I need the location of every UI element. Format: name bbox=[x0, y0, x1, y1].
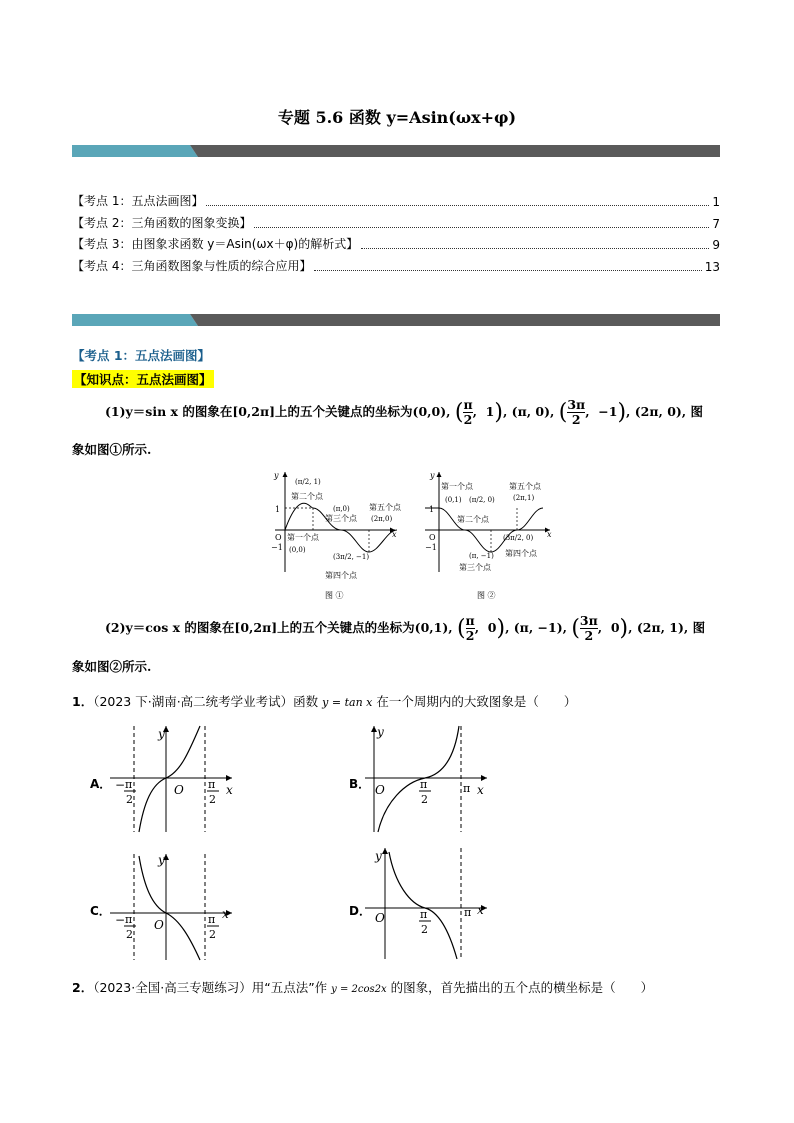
option-b-graph[interactable] bbox=[365, 722, 500, 837]
svg-text:(2π,0): (2π,0) bbox=[371, 515, 393, 523]
svg-text:O: O bbox=[375, 783, 385, 797]
svg-text:x: x bbox=[392, 530, 397, 539]
svg-text:O: O bbox=[154, 918, 164, 932]
svg-text:2: 2 bbox=[126, 793, 133, 806]
figure-1 bbox=[271, 471, 402, 600]
option-d-graph[interactable] bbox=[365, 844, 500, 964]
svg-text:图 ②: 图 ② bbox=[477, 591, 496, 600]
svg-text:第一个点: 第一个点 bbox=[441, 482, 473, 491]
option-d-label[interactable]: D． bbox=[349, 904, 371, 918]
svg-text:−1: −1 bbox=[425, 543, 437, 552]
svg-text:x: x bbox=[226, 783, 233, 797]
svg-text:2: 2 bbox=[421, 923, 428, 936]
toc-item-2[interactable]: 【考点 2：三角函数的图象变换】 7 bbox=[72, 216, 720, 231]
svg-text:O: O bbox=[375, 911, 385, 925]
svg-text:第五个点: 第五个点 bbox=[509, 482, 541, 491]
svg-text:2: 2 bbox=[209, 928, 216, 941]
svg-text:y: y bbox=[158, 853, 165, 867]
svg-text:(π/2, 0): (π/2, 0) bbox=[469, 496, 495, 504]
paragraph-cos: (2)y＝cos x 的图象在[0,2π]上的五个关键点的坐标为(0,1), ($\frac{\pi}{2}$ , 0), (π, −1), ($\frac{3\pi}{2}$ , 0), (2π, 1), 图 bbox=[105, 613, 706, 643]
svg-text:(0,0): (0,0) bbox=[289, 546, 306, 554]
svg-text:第二个点: 第二个点 bbox=[457, 515, 489, 524]
svg-text:1: 1 bbox=[429, 505, 435, 514]
svg-text:O: O bbox=[275, 533, 282, 542]
svg-text:π: π bbox=[420, 778, 428, 791]
paragraph-sin-line2: 象如图①所示. bbox=[72, 442, 152, 457]
figure-sin-cos bbox=[265, 462, 555, 602]
svg-text:(π/2, 1): (π/2, 1) bbox=[295, 478, 321, 486]
svg-text:−: − bbox=[115, 778, 126, 792]
option-c-graph[interactable] bbox=[110, 850, 245, 965]
question-2: 2．（2023·全国·高三专题练习）用“五点法”作 y = 2cos2x 的图象，首先描出的五个点的横坐标是（ ） bbox=[72, 980, 654, 995]
svg-text:第三个点: 第三个点 bbox=[459, 563, 491, 572]
toc-item-1[interactable]: 【考点 1：五点法画图】 1 bbox=[72, 194, 720, 209]
svg-text:O: O bbox=[174, 783, 184, 797]
option-c-label[interactable]: C． bbox=[90, 904, 111, 918]
svg-text:π: π bbox=[420, 908, 428, 921]
svg-text:第四个点: 第四个点 bbox=[325, 571, 357, 580]
paragraph-sin: (1)y＝sin x 的图象在[0,2π]上的五个关键点的坐标为(0,0), ($\frac{\pi}{2}$ , 1), (π, 0), ($\frac{3\pi}{2}$ , −1), (2π, 0), 图 bbox=[105, 397, 704, 427]
option-a-graph[interactable] bbox=[110, 722, 245, 837]
svg-text:2: 2 bbox=[126, 928, 133, 941]
figure-2 bbox=[425, 471, 552, 600]
svg-text:π: π bbox=[125, 913, 133, 926]
svg-text:y: y bbox=[430, 471, 435, 480]
question-1: 1．（2023 下·湖南·高二统考学业考试）函数 y = tan x 在一个周期内的大致图象是（ ） bbox=[72, 694, 577, 709]
svg-text:−: − bbox=[115, 913, 126, 927]
svg-text:π: π bbox=[464, 906, 472, 919]
svg-text:(2π,1): (2π,1) bbox=[513, 494, 535, 502]
svg-text:(3π/2, 0): (3π/2, 0) bbox=[503, 534, 534, 542]
svg-text:(3π/2, −1): (3π/2, −1) bbox=[333, 553, 370, 561]
page-title: 专题 5.6 函数 y=Asin(ωx+φ) bbox=[277, 108, 517, 127]
svg-text:−1: −1 bbox=[271, 543, 283, 552]
toc-item-4[interactable]: 【考点 4：三角函数图象与性质的综合应用】 13 bbox=[72, 259, 720, 274]
svg-text:2: 2 bbox=[421, 793, 428, 806]
svg-text:x: x bbox=[477, 783, 484, 797]
svg-text:(0,1): (0,1) bbox=[445, 496, 462, 504]
svg-text:π: π bbox=[463, 782, 471, 795]
svg-text:1: 1 bbox=[275, 505, 281, 514]
svg-text:π: π bbox=[208, 778, 216, 791]
svg-text:y: y bbox=[375, 849, 382, 863]
svg-text:第一个点: 第一个点 bbox=[287, 533, 319, 542]
svg-text:x: x bbox=[477, 903, 484, 917]
paragraph-cos-line2: 象如图②所示. bbox=[72, 659, 152, 674]
svg-text:y: y bbox=[274, 471, 279, 480]
svg-text:x: x bbox=[222, 907, 229, 921]
section-bar bbox=[72, 314, 720, 326]
svg-text:π: π bbox=[125, 778, 133, 791]
svg-text:(π, −1): (π, −1) bbox=[469, 552, 494, 560]
knowledge-highlight: 【知识点：五点法画图】 bbox=[74, 372, 212, 387]
svg-text:第四个点: 第四个点 bbox=[505, 549, 537, 558]
header-bar bbox=[72, 145, 720, 157]
svg-text:第二个点: 第二个点 bbox=[291, 492, 323, 501]
toc-item-3[interactable]: 【考点 3：由图象求函数 y＝Asin(ωx＋φ)的解析式】 9 bbox=[72, 237, 720, 252]
svg-text:π: π bbox=[208, 913, 216, 926]
svg-text:x: x bbox=[547, 530, 552, 539]
svg-text:O: O bbox=[429, 533, 436, 542]
svg-text:y: y bbox=[377, 725, 384, 739]
option-b-label[interactable]: B． bbox=[349, 777, 371, 791]
svg-text:(π,0): (π,0) bbox=[333, 505, 350, 513]
option-a-label[interactable]: A． bbox=[90, 777, 112, 791]
svg-text:y: y bbox=[158, 727, 165, 741]
section-heading: 【考点 1：五点法画图】 bbox=[72, 348, 211, 363]
svg-text:第三个点: 第三个点 bbox=[325, 514, 357, 523]
svg-text:2: 2 bbox=[209, 793, 216, 806]
svg-text:第五个点: 第五个点 bbox=[369, 503, 401, 512]
svg-text:图 ①: 图 ① bbox=[325, 591, 344, 600]
